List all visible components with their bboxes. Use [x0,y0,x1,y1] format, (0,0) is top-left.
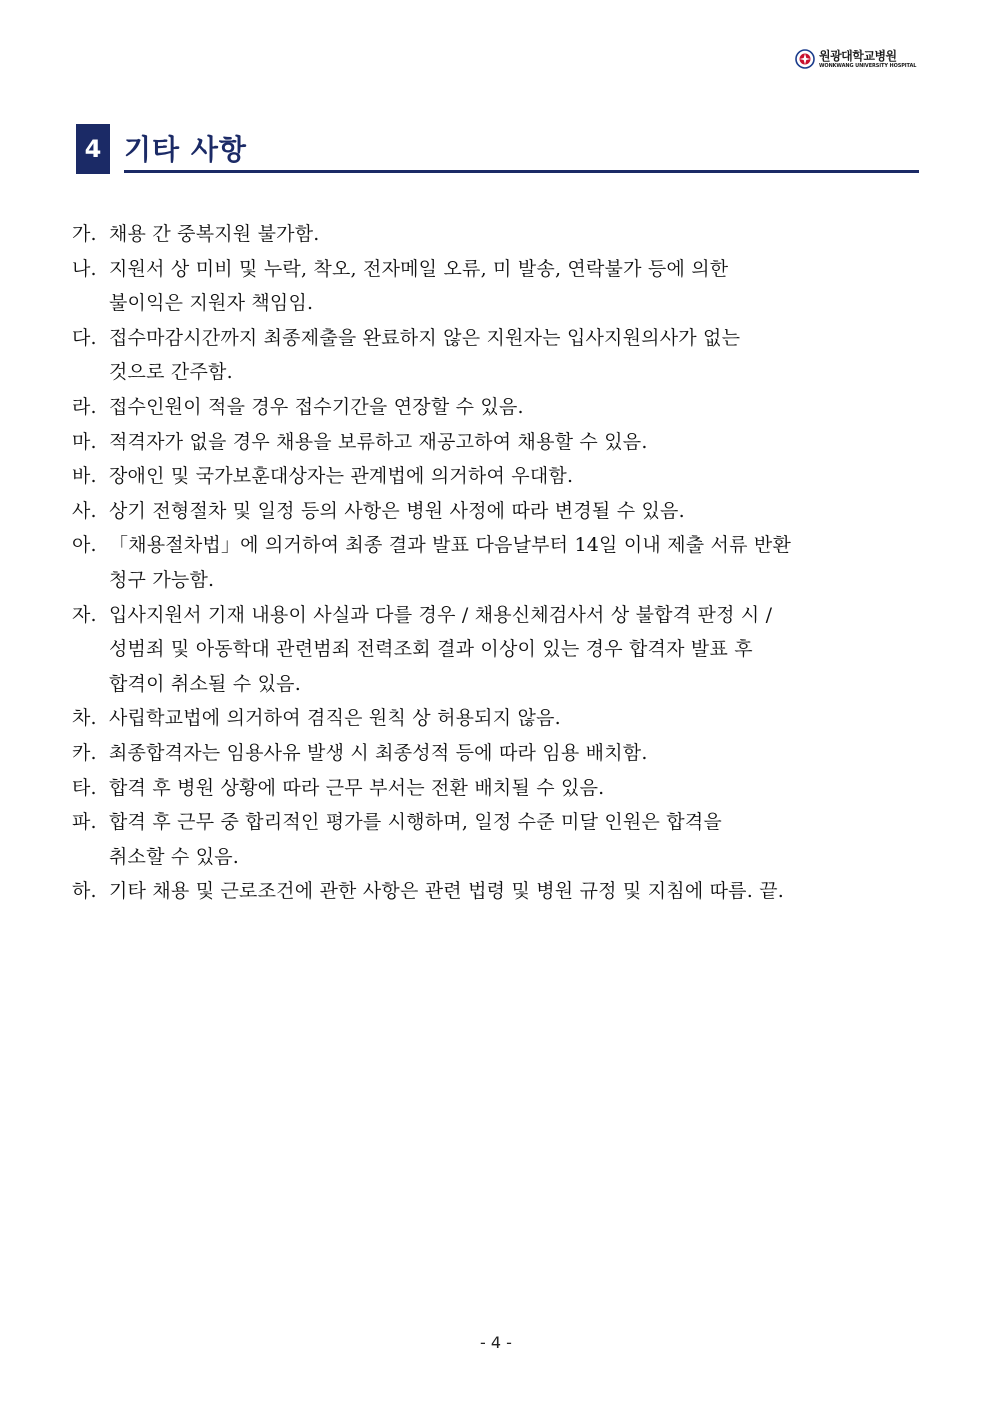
item-label: 자. [72,603,97,626]
item-label: 타. [72,776,97,799]
list-item [72,390,922,425]
item-text: 상기 전형절차 및 일정 등의 사항은 병원 사정에 따라 변경될 수 있음. [109,499,685,522]
item-text: 적격자가 없을 경우 채용을 보류하고 재공고하여 채용할 수 있음. [109,430,648,453]
section-header [76,124,919,174]
item-text: 합격 후 근무 중 합리적인 평가를 시행하며, 일정 수준 미달 인원은 합격을 취소할 수 있음. [109,811,722,868]
list-item [72,459,922,494]
item-label: 아. [72,534,97,557]
list-item [72,701,922,736]
list-item [72,425,922,460]
list-item [72,598,922,702]
list-item [72,217,922,252]
list-item [72,252,922,321]
list-item [72,321,922,390]
logo-korean-name: 원광대학교병원 [819,48,897,63]
list-item [72,736,922,771]
item-text: 기타 채용 및 근로조건에 관한 사항은 관련 법령 및 병원 규정 및 지침에 따름. 끝. [109,880,785,903]
notice-list [72,217,922,909]
item-label: 하. [72,880,97,903]
item-text: 지원서 상 미비 및 누락, 착오, 전자메일 오류, 미 발송, 연락불가 등에 의한 불이익은 지원자 책임임. [109,257,729,315]
section-underline [124,170,919,173]
item-text: 합격 후 병원 상황에 따라 근무 부서는 전환 배치될 수 있음. [109,776,605,799]
item-label: 파. [72,811,97,834]
list-item [72,874,922,909]
item-label: 라. [72,395,97,418]
item-text: 장애인 및 국가보훈대상자는 관계법에 의거하여 우대함. [109,465,574,488]
page-number: - 4 - [480,1333,512,1352]
hospital-logo [795,49,916,69]
item-label: 바. [72,465,97,488]
list-item [72,771,922,806]
hospital-emblem-icon [795,49,815,69]
item-label: 다. [72,326,97,349]
item-label: 사. [72,499,97,522]
item-text: 접수마감시간까지 최종제출을 완료하지 않은 지원자는 입사지원의사가 없는 것으로 간주함. [109,326,741,384]
item-text: 채용 간 중복지원 불가함. [109,223,320,245]
list-item [72,528,922,597]
item-label: 차. [72,707,97,730]
item-text: 접수인원이 적을 경우 접수기간을 연장할 수 있음. [109,395,524,418]
item-label: 마. [72,430,97,453]
item-label: 카. [72,741,97,764]
item-text: 입사지원서 기재 내용이 사실과 다를 경우 / 채용신체검사서 상 불합격 판정 시 / 성범죄 및 아동학대 관련범죄 전력조회 결과 이상이 있는 경우 합격자 발표 후 합격이 취소될 수 있음. [109,603,773,695]
logo-english-name: WONKWANG UNIVERSITY HOSPITAL [819,62,917,69]
item-text: 최종합격자는 임용사유 발생 시 최종성적 등에 따라 임용 배치함. [109,741,648,764]
section-number-badge: 4 [76,124,110,174]
item-label: 나. [72,257,97,280]
list-item [72,494,922,529]
item-text: 「채용절차법」에 의거하여 최종 결과 발표 다음날부터 14일 이내 제출 서류 반환 청구 가능함. [109,534,791,591]
list-item [72,805,922,874]
item-text: 사립학교법에 의거하여 겸직은 원칙 상 허용되지 않음. [109,707,561,730]
section-title: 기타 사항 [124,133,247,166]
item-label: 가. [72,223,97,245]
